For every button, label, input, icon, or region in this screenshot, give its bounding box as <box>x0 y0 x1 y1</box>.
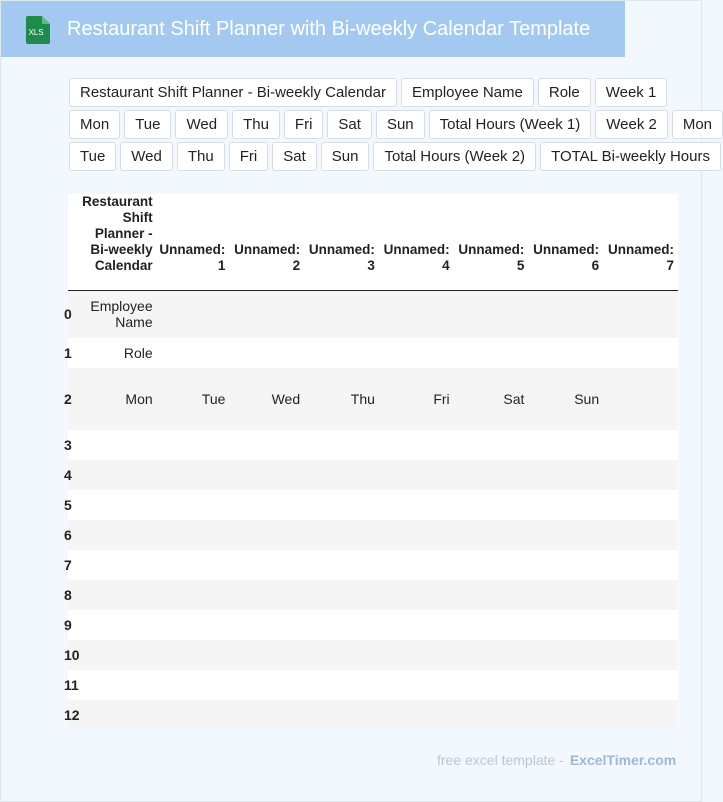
table-cell <box>74 550 155 580</box>
table-cell <box>379 640 454 670</box>
column-chip[interactable]: Total Hours (Week 1) <box>429 110 592 139</box>
table-cell <box>304 640 379 670</box>
table-row <box>68 670 678 700</box>
table-cell <box>454 460 529 490</box>
table-row <box>68 368 678 430</box>
table-cell <box>304 610 379 640</box>
table-cell <box>603 430 678 460</box>
table-cell <box>229 460 304 490</box>
row-index: 11 <box>68 670 74 700</box>
row-index: 9 <box>68 610 74 640</box>
table-cell <box>379 430 454 460</box>
table-cell <box>74 610 155 640</box>
table-cell <box>454 338 529 368</box>
column-chip[interactable]: Restaurant Shift Planner - Bi-weekly Calendar <box>69 78 397 107</box>
table-cell: Thu <box>304 368 379 430</box>
table-cell: Mon <box>74 368 155 430</box>
table-cell <box>528 430 603 460</box>
table-cell <box>454 550 529 580</box>
table-row <box>68 338 678 368</box>
table-cell <box>454 490 529 520</box>
table-cell <box>74 580 155 610</box>
footer-credit <box>437 752 676 768</box>
column-header: Unnamed: 7 <box>603 194 678 291</box>
row-index: 12 <box>68 700 74 730</box>
table-cell <box>229 550 304 580</box>
column-chip[interactable]: Sun <box>376 110 425 139</box>
table-cell <box>454 291 529 338</box>
column-chip[interactable]: Sun <box>321 142 370 171</box>
column-chip[interactable]: Thu <box>232 110 280 139</box>
table-cell <box>454 670 529 700</box>
column-chip[interactable]: Sat <box>272 142 317 171</box>
table-cell <box>603 670 678 700</box>
table-cell <box>454 520 529 550</box>
table-cell <box>379 610 454 640</box>
table-cell <box>229 338 304 368</box>
table-cell <box>155 490 230 520</box>
row-index: 6 <box>68 520 74 550</box>
table-cell <box>528 490 603 520</box>
svg-text:XLS: XLS <box>28 28 44 37</box>
row-index: 0 <box>68 291 74 338</box>
chip-row <box>69 110 713 139</box>
table-cell <box>74 700 155 730</box>
table-cell: Employee Name <box>74 291 155 338</box>
table-cell <box>528 640 603 670</box>
table-cell <box>304 520 379 550</box>
table-cell <box>603 291 678 338</box>
column-chip[interactable]: Week 2 <box>595 110 668 139</box>
table-cell <box>379 550 454 580</box>
table-cell <box>454 700 529 730</box>
table-cell <box>155 640 230 670</box>
row-index: 8 <box>68 580 74 610</box>
column-chip[interactable]: Mon <box>69 110 120 139</box>
table-cell <box>379 460 454 490</box>
table-cell <box>155 430 230 460</box>
column-chip[interactable]: Fri <box>229 142 269 171</box>
table-cell <box>379 520 454 550</box>
table-cell <box>379 700 454 730</box>
row-index: 2 <box>68 368 74 430</box>
row-index: 5 <box>68 490 74 520</box>
table-cell <box>155 580 230 610</box>
column-chip[interactable]: Total Hours (Week 2) <box>373 142 536 171</box>
page-title: Restaurant Shift Planner with Bi-weekly Calendar Template <box>67 18 591 40</box>
footer-brand-link[interactable]: ExcelTimer.com <box>569 752 677 768</box>
table-cell <box>603 368 678 430</box>
table-cell <box>155 550 230 580</box>
table-cell <box>304 291 379 338</box>
table-cell <box>74 670 155 700</box>
table-cell <box>603 460 678 490</box>
table-row <box>68 580 678 610</box>
table-cell <box>74 490 155 520</box>
table-cell <box>603 520 678 550</box>
column-chip[interactable]: Sat <box>327 110 372 139</box>
column-chip[interactable]: Wed <box>175 110 228 139</box>
column-header: Unnamed: 6 <box>528 194 603 291</box>
table-cell <box>304 580 379 610</box>
table-cell <box>229 700 304 730</box>
table-cell <box>528 580 603 610</box>
table-cell <box>528 460 603 490</box>
column-header: Restaurant Shift Planner - Bi-weekly Calendar <box>74 194 155 291</box>
table-cell <box>454 580 529 610</box>
table-cell <box>155 700 230 730</box>
table-cell <box>229 670 304 700</box>
table-cell: Role <box>74 338 155 368</box>
table-cell <box>603 610 678 640</box>
table-cell <box>528 700 603 730</box>
table-cell <box>229 520 304 550</box>
column-chip[interactable]: Fri <box>284 110 324 139</box>
column-header: Unnamed: 2 <box>229 194 304 291</box>
table-cell <box>603 338 678 368</box>
table-cell <box>528 550 603 580</box>
table-cell <box>379 580 454 610</box>
column-chip[interactable]: Week 1 <box>595 78 668 107</box>
table-row <box>68 700 678 730</box>
table-cell: Tue <box>155 368 230 430</box>
table-cell <box>155 338 230 368</box>
table-cell: Wed <box>229 368 304 430</box>
table-cell <box>304 338 379 368</box>
column-chip-list <box>69 78 713 174</box>
column-chip[interactable]: Thu <box>177 142 225 171</box>
table-cell <box>528 610 603 640</box>
table-cell <box>603 640 678 670</box>
table-cell <box>155 520 230 550</box>
data-table <box>64 194 678 730</box>
table-cell <box>229 490 304 520</box>
table-cell <box>74 520 155 550</box>
table-row <box>68 640 678 670</box>
table-cell <box>229 291 304 338</box>
table-cell <box>603 700 678 730</box>
table-cell <box>74 460 155 490</box>
table-cell <box>155 291 230 338</box>
table-cell <box>603 550 678 580</box>
table-cell <box>155 460 230 490</box>
column-chip[interactable]: Tue <box>124 110 171 139</box>
table-cell <box>603 580 678 610</box>
table-cell <box>454 640 529 670</box>
footer-text: free excel template - <box>437 752 564 768</box>
table-cell <box>379 670 454 700</box>
table-cell <box>229 610 304 640</box>
table-cell <box>603 490 678 520</box>
table-cell <box>229 430 304 460</box>
row-index: 3 <box>68 430 74 460</box>
table-row <box>68 430 678 460</box>
column-header: Unnamed: 3 <box>304 194 379 291</box>
table-cell <box>304 490 379 520</box>
table-row <box>68 490 678 520</box>
column-chip[interactable]: Wed <box>120 142 173 171</box>
column-chip[interactable]: Role <box>538 78 591 107</box>
table-row <box>68 460 678 490</box>
table-cell <box>304 670 379 700</box>
column-chip[interactable]: Tue <box>69 142 116 171</box>
column-chip[interactable]: TOTAL Bi-weekly Hours <box>540 142 721 171</box>
table-cell <box>528 670 603 700</box>
column-chip[interactable]: Mon <box>672 110 723 139</box>
table-header-row <box>68 194 678 291</box>
title-banner <box>1 1 625 57</box>
column-header: Unnamed: 4 <box>379 194 454 291</box>
column-header: Unnamed: 5 <box>454 194 529 291</box>
table-cell <box>379 291 454 338</box>
chip-row <box>69 78 702 107</box>
xls-file-icon <box>23 15 51 45</box>
table-cell <box>74 640 155 670</box>
table-cell <box>528 291 603 338</box>
table-cell <box>379 338 454 368</box>
table-cell <box>454 430 529 460</box>
table-row <box>68 550 678 580</box>
table-cell <box>304 550 379 580</box>
table-cell <box>528 338 603 368</box>
table-cell: Fri <box>379 368 454 430</box>
row-index: 7 <box>68 550 74 580</box>
table-cell <box>304 430 379 460</box>
row-index: 10 <box>68 640 74 670</box>
table-cell <box>74 430 155 460</box>
table-row <box>68 291 678 338</box>
table-cell <box>155 610 230 640</box>
table-cell <box>229 580 304 610</box>
table-cell <box>304 460 379 490</box>
column-chip[interactable]: Employee Name <box>401 78 534 107</box>
table-cell <box>528 520 603 550</box>
table-row <box>68 520 678 550</box>
row-index: 1 <box>68 338 74 368</box>
table-cell <box>155 670 230 700</box>
table-cell <box>229 640 304 670</box>
table-row <box>68 610 678 640</box>
column-header: Unnamed: 1 <box>155 194 230 291</box>
data-table-panel <box>64 194 678 727</box>
table-cell: Sat <box>454 368 529 430</box>
table-cell <box>379 490 454 520</box>
table-cell <box>304 700 379 730</box>
table-cell: Sun <box>528 368 603 430</box>
table-cell <box>454 610 529 640</box>
chip-row <box>69 142 710 171</box>
row-index: 4 <box>68 460 74 490</box>
